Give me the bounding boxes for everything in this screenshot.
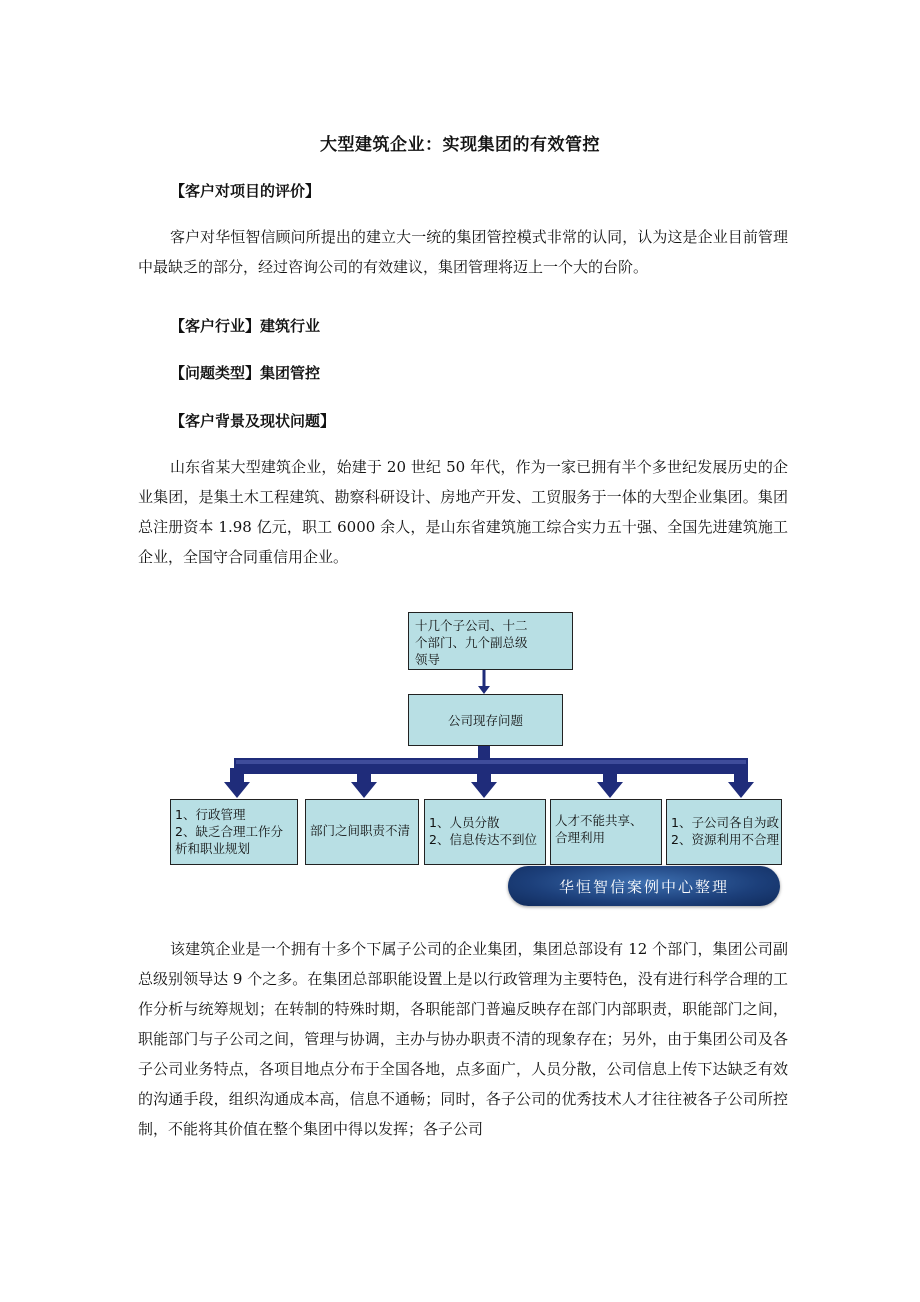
evaluation-heading: 【客户对项目的评价】 (170, 182, 321, 200)
top-box-line: 个部门、九个副总级 (415, 635, 528, 650)
org-problem-diagram (166, 608, 786, 913)
leaf-line: 合理利用 (555, 830, 606, 845)
leaf-box (550, 799, 662, 865)
leaf-line: 2、信息传达不到位 (429, 832, 537, 847)
mid-connector (478, 746, 490, 760)
case-center-stamp: 华恒智信案例中心整理 (508, 866, 780, 906)
leaf-box (424, 799, 546, 865)
problem-type-heading: 【问题类型】集团管控 (170, 364, 321, 382)
industry-heading: 【客户行业】建筑行业 (170, 317, 321, 335)
top-connector-arrowhead (478, 686, 490, 694)
analysis-paragraph: 该建筑企业是一个拥有十多个下属子公司的企业集团，集团总部设有 12 个部门，集团公司副总级别领导达 9 个之多。在集团总部职能设置上是以行政管理为主要特色，没有进行科学合理的工作分析与统筹规划；在转制的特殊时期，各职能部门普遍反映存在部门内部职责，职能部门之间，职能部门与子公司之间，管理与协调，主办与协办职责不清的现象存在；另外，由于集团公司及各子公司业务特点，各项目地点分布于全国各地，点多面广，人员分散，公司信息上传下达缺乏有效的沟通手段，组织沟通成本高，信息不通畅；同时，各子公司的优秀技术人才往往被各子公司所控制，不能将其价值在整个集团中得以发挥；各子公司 (138, 940, 788, 1138)
leaf-box (170, 799, 298, 865)
leaf-line: 1、人员分散 (429, 815, 500, 830)
document-title: 大型建筑企业：实现集团的有效管控 (320, 135, 600, 155)
background-heading: 【客户背景及现状问题】 (170, 412, 336, 430)
leaf-box (305, 799, 419, 865)
leaf-line: 1、行政管理 (175, 807, 246, 822)
middle-box: 公司现存问题 (408, 694, 563, 746)
leaf-line: 人才不能共享、 (555, 813, 643, 828)
leaf-line: 2、缺乏合理工作分 (175, 824, 283, 839)
leaf-line: 部门之间职责不清 (310, 823, 411, 838)
bar-highlight (236, 760, 746, 764)
background-paragraph: 山东省某大型建筑企业，始建于 20 世纪 50 年代，作为一家已拥有半个多世纪发展历史的企业集团，是集土木工程建筑、勘察科研设计、房地产开发、工贸服务于一体的大型企业集团。集团总注册资本 1.98 亿元，职工 6000 余人，是山东省建筑施工综合实力五十强、全国先进建筑施工企业，全国守合同重信用企业。 (138, 458, 788, 566)
evaluation-paragraph: 客户对华恒智信顾问所提出的建立大一统的集团管控模式非常的认同，认为这是企业目前管理中最缺乏的部分，经过咨询公司的有效建议，集团管理将迈上一个大的台阶。 (138, 228, 788, 276)
top-box-line: 领导 (415, 652, 441, 667)
leaf-box (666, 799, 782, 865)
leaf-line: 析和职业规划 (175, 841, 251, 856)
leaf-line: 1、子公司各自为政 (671, 815, 779, 830)
top-box-line: 十几个子公司、十二 (415, 618, 528, 633)
leaf-line: 2、资源利用不合理 (671, 832, 779, 847)
